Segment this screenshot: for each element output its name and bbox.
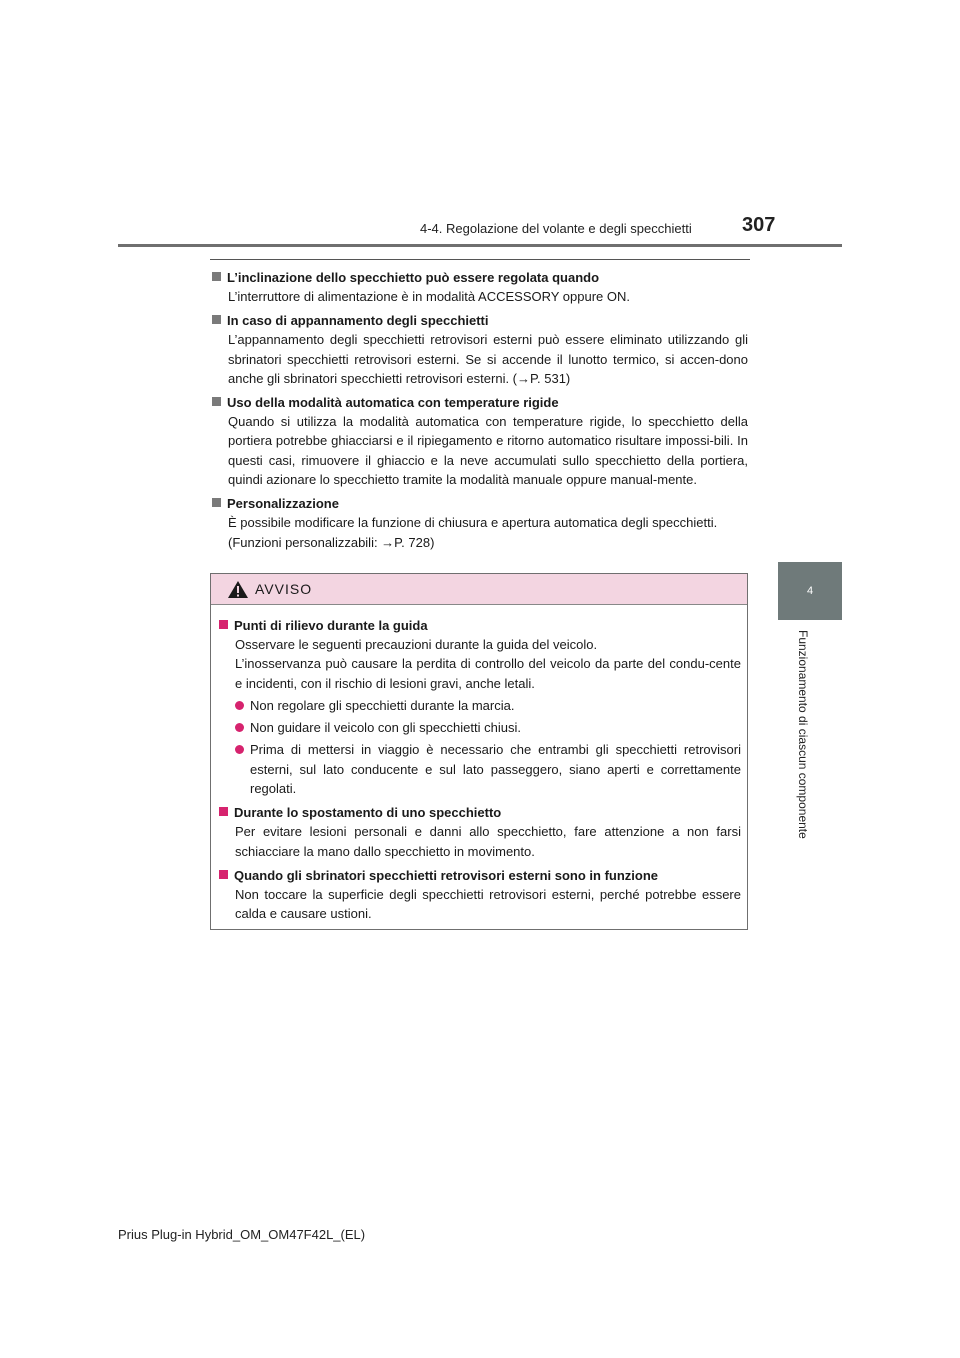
square-bullet-icon	[212, 315, 221, 324]
warning-item-body	[217, 635, 741, 693]
square-bullet-icon	[219, 807, 228, 816]
bullet-row	[217, 696, 741, 715]
section-title	[210, 494, 748, 513]
bullet-text: Non regolare gli specchietti durante la marcia.	[250, 697, 515, 713]
square-bullet-icon	[212, 397, 221, 406]
header-rule	[118, 244, 842, 247]
bullet-row	[217, 718, 741, 737]
bullet-row	[217, 740, 741, 798]
square-bullet-icon	[219, 620, 228, 629]
warning-item-title	[217, 803, 741, 822]
section-fogging	[210, 311, 748, 388]
section-body	[210, 513, 748, 552]
section-cold-weather	[210, 393, 748, 489]
chapter-label: Funzionamento di ciascun componente	[796, 630, 810, 839]
section-title-text: L’inclinazione dello specchietto può essere regolata quando	[227, 270, 600, 285]
chapter-number: 4	[806, 585, 814, 597]
circle-bullet-icon	[235, 745, 244, 754]
warning-item-title-text: Durante lo spostamento di uno specchietto	[234, 805, 502, 821]
warning-item-body: Non toccare la superficie degli specchietti retrovisori esterni, perché potrebbe essere calda e causare ustioni.	[235, 886, 741, 922]
section-body: L’appannamento degli specchietti retrovisori esterni può essere eliminato utilizzando gli sbrinatori specchietti retrovisori esterni. Se si accende il lunotto termico, si accen-dono anche gli sbrinatori specchietti retrovisori esterni. (→P. 531)	[228, 332, 748, 386]
square-bullet-icon	[212, 498, 221, 507]
section-tilt	[210, 268, 748, 306]
body-line: È possibile modificare la funzione di chiusura e apertura automatica degli specchietti.	[228, 515, 718, 531]
bullet-text: Prima di mettersi in viaggio è necessario che entrambi gli specchietti retrovisori esterni, sul lato conducente e sul lato passeggero, siano aperti e correttamente regolati.	[250, 742, 741, 797]
warning-item-body: Per evitare lesioni personali e danni allo specchietto, fare attenzione a non farsi schiacciare la mano dallo specchietto in movimento.	[235, 824, 741, 859]
warning-triangle-icon	[227, 580, 249, 599]
circle-bullet-icon	[235, 701, 244, 710]
page-number: 307	[742, 214, 776, 236]
content	[210, 268, 748, 557]
square-bullet-icon	[212, 272, 221, 281]
section-title	[210, 311, 748, 330]
section-title-text: Uso della modalità automatica con temperature rigide	[227, 395, 559, 411]
warning-item	[217, 866, 741, 924]
warning-title: AVVISO	[255, 581, 313, 597]
body-line: Osservare le seguenti precauzioni durante la guida del veicolo.	[235, 637, 598, 652]
page-header-title: 4-4. Regolazione del volante e degli specchietti	[420, 221, 692, 236]
warning-item-title-text: Quando gli sbrinatori specchietti retrovisori esterni sono in funzione	[234, 867, 659, 883]
chapter-label-wrap	[778, 620, 842, 860]
warning-header	[211, 574, 747, 605]
section-body: Quando si utilizza la modalità automatica con temperature rigide, lo specchietto della portiera potrebbe ghiacciarsi e il ripiegamento e ritorno automatico risultare impossi-bili. In questi casi, rimuovere il ghiaccio e la neve accumulati sullo specchietto della portiera, quindi azionare lo specchietto tramite la modalità manuale oppure manual-mente.	[228, 414, 748, 488]
warning-item-title	[217, 866, 741, 885]
body-line: L’inosservanza può causare la perdita di controllo del veicolo da parte del condu-cente e incidenti, con il rischio di lesioni gravi, anche letali.	[235, 656, 741, 691]
section-title-text: In caso di appannamento degli specchietti	[227, 313, 489, 329]
section-title-text: Personalizzazione	[227, 496, 339, 512]
square-bullet-icon	[219, 870, 228, 879]
section-body: L’interruttore di alimentazione è in modalità ACCESSORY oppure ON.	[228, 289, 631, 304]
body-line: (Funzioni personalizzabili: →P. 728)	[228, 534, 435, 550]
warning-item	[217, 616, 741, 798]
warning-box	[210, 573, 748, 930]
chapter-tab	[778, 562, 842, 620]
section-customization	[210, 494, 748, 552]
page-footer: Prius Plug-in Hybrid_OM_OM47F42L_(EL)	[118, 1227, 366, 1242]
bullet-text: Non guidare il veicolo con gli specchietti chiusi.	[250, 720, 521, 736]
content-rule	[210, 259, 750, 260]
warning-body	[211, 605, 747, 924]
section-title	[210, 268, 748, 287]
warning-item	[217, 803, 741, 861]
section-title	[210, 393, 748, 412]
circle-bullet-icon	[235, 723, 244, 732]
warning-item-title	[217, 616, 741, 635]
warning-item-title-text: Punti di rilievo durante la guida	[234, 618, 428, 633]
